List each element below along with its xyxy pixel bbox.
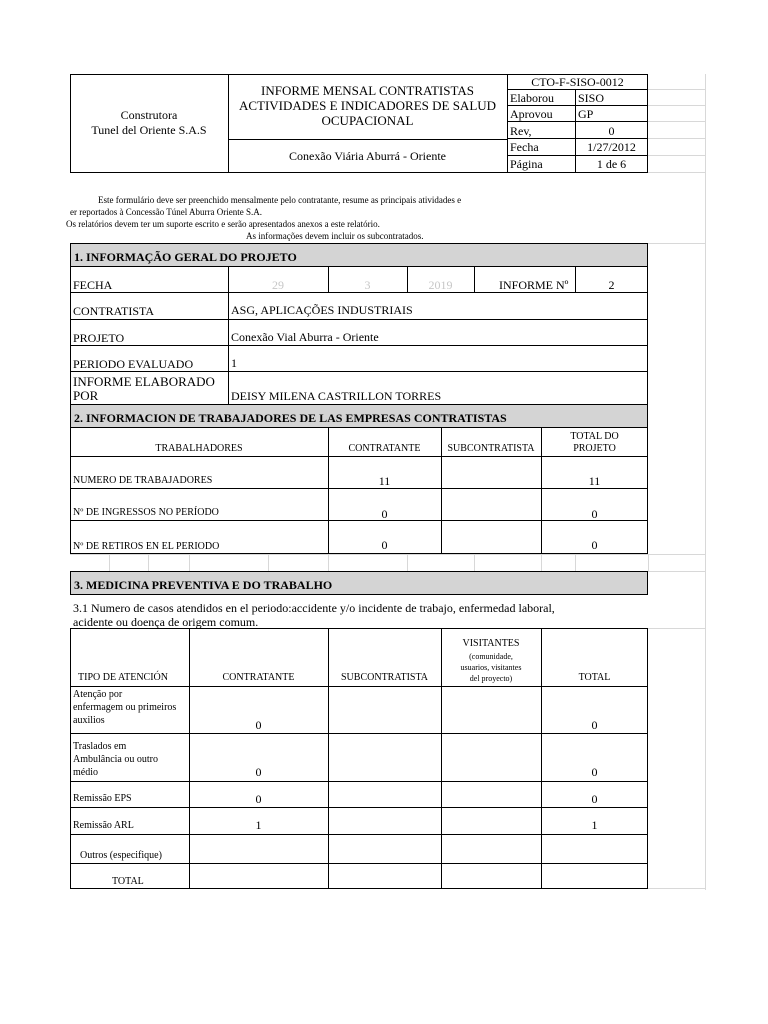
row-value[interactable]: 11 (378, 474, 391, 488)
elaborado-label-1: INFORME ELABORADO (73, 374, 215, 389)
grid-line (407, 554, 408, 571)
col-header: TIPO DE ATENCIÓN (78, 672, 168, 683)
divider (189, 628, 190, 889)
divider (70, 345, 648, 346)
title-line-2: ACTIVIDADES E INDICADORES DE SALUD (238, 98, 497, 113)
row-label: Ambulância ou outro (73, 754, 158, 765)
informe-label: INFORME Nº (499, 278, 569, 292)
periodo-field[interactable]: 1 (231, 356, 237, 370)
section-3-desc-1: 3.1 Numero de casos atendidos en el periodo:accidente y/o incidente de trabajo, enfermedad laboral, (73, 601, 555, 615)
meta-value: SISO (578, 91, 605, 105)
meta-label: Rev, (510, 124, 532, 138)
row-value[interactable]: 0 (591, 718, 598, 732)
row-label: médio (73, 767, 98, 778)
projeto-label: PROJETO (73, 331, 125, 345)
contratista-label: CONTRATISTA (73, 304, 155, 318)
contratista-field[interactable]: ASG, APLICAÇÕES INDUSTRIAIS (231, 303, 413, 317)
col-header: SUBCONTRATISTA (341, 672, 428, 683)
row-value[interactable]: 0 (255, 718, 262, 732)
meta-value: 1 de 6 (596, 157, 627, 171)
grid-line (70, 554, 705, 555)
divider (70, 781, 648, 782)
divider (70, 686, 648, 687)
elaborado-label-2: POR (73, 388, 99, 403)
meta-value: 1/27/2012 (587, 140, 636, 154)
meta-label: Página (510, 157, 543, 171)
row-value[interactable]: 0 (591, 765, 598, 779)
intro-line-4: As informações devem incluir os subcontratados. (246, 231, 424, 241)
grid-line (648, 155, 705, 156)
row-value[interactable]: 1 (255, 818, 262, 832)
divider (70, 456, 648, 457)
header-subtitle: Conexão Viária Aburrá - Oriente (288, 149, 446, 163)
grid-line (648, 554, 649, 571)
col-header: TRABALHADORES (155, 443, 243, 454)
col-header: CONTRATANTE (222, 672, 295, 683)
row-value[interactable]: 11 (588, 474, 601, 488)
row-label: Nº DE RETIROS EN EL PERIODO (73, 541, 220, 552)
divider (70, 319, 648, 320)
outros-label: Outros (especifique) (80, 850, 162, 861)
row-label: Remissão EPS (73, 793, 132, 804)
projeto-field[interactable]: Conexão Vial Aburra - Oriente (231, 330, 379, 344)
divider (328, 628, 329, 889)
form-code: CTO-F-SISO-0012 (531, 75, 624, 89)
meta-label: Aprovou (510, 107, 553, 121)
section-3-desc-2: acidente ou doença de origem comum. (73, 615, 259, 629)
fecha-day-field[interactable]: 29 (272, 278, 284, 292)
company-line-2: Tunel del Oriente S.A.S (91, 123, 207, 137)
row-value[interactable]: 0 (381, 507, 388, 521)
row-label: Traslados em (73, 741, 127, 752)
grid-line (648, 888, 705, 889)
row-label: Nº DE INGRESSOS NO PERÍODO (73, 507, 219, 518)
grid-line (575, 554, 576, 571)
fecha-year-field[interactable]: 2019 (428, 278, 453, 292)
grid-line (648, 121, 705, 122)
informe-field[interactable]: 2 (608, 278, 615, 292)
col-header: CONTRATANTE (348, 443, 421, 454)
row-value[interactable]: 0 (381, 538, 388, 552)
divider (70, 733, 648, 734)
total-label: TOTAL (112, 876, 144, 887)
grid-line (474, 554, 475, 571)
grid-line (268, 554, 269, 571)
row-label: Atenção por (73, 689, 123, 700)
meta-label: Fecha (510, 140, 539, 154)
row-value[interactable]: 0 (591, 792, 598, 806)
row-label: enfermagem ou primeiros (73, 702, 177, 713)
section-2-title: 2. INFORMACION DE TRABAJADORES DE LAS EMPRESAS CONTRATISTAS (70, 404, 648, 428)
divider (507, 155, 648, 156)
row-value[interactable]: 0 (591, 538, 598, 552)
grid-line (541, 554, 542, 571)
grid-line (648, 138, 705, 139)
col-header: usuarios, visitantes (460, 663, 522, 672)
row-value[interactable]: 1 (591, 818, 598, 832)
intro-line-3: Os relatórios devem ter um suporte escrito e serão apresentados anexos a este relatório. (66, 219, 380, 229)
row-label: auxilios (73, 715, 105, 726)
col-header: del proyecto) (469, 674, 513, 683)
divider (70, 863, 648, 864)
row-value[interactable]: 0 (255, 765, 262, 779)
col-header: TOTAL (578, 672, 611, 683)
grid-line (648, 172, 705, 173)
grid-line (328, 554, 329, 571)
title-line-1: INFORME MENSAL CONTRATISTAS (261, 83, 474, 98)
col-header: PROJETO (573, 443, 616, 454)
grid-line (109, 554, 110, 571)
intro-line-2: er reportados à Concessão Túnel Aburra Oriente S.A. (70, 207, 263, 217)
grid-line (705, 74, 706, 890)
grid-line (648, 89, 705, 90)
divider (541, 628, 542, 889)
divider (228, 139, 508, 140)
grid-line (189, 554, 190, 571)
section-3-title: 3. MEDICINA PREVENTIVA E DO TRABALHO (70, 571, 648, 595)
grid-line (648, 243, 705, 244)
row-value[interactable]: 0 (591, 507, 598, 521)
fecha-label: FECHA (73, 278, 113, 292)
intro-line-1: Este formulário deve ser preenchido mensalmente pelo contratante, resume as principais atividades e (98, 195, 462, 205)
divider (474, 266, 475, 292)
meta-value: 0 (608, 124, 615, 138)
divider (70, 807, 648, 808)
company-line-1: Construtora (120, 108, 178, 122)
title-line-3: OCUPACIONAL (321, 113, 414, 128)
col-header: TOTAL DO (570, 431, 619, 442)
meta-label: Elaborou (510, 91, 554, 105)
periodo-label: PERIODO EVALUADO (73, 357, 194, 371)
row-value[interactable]: 0 (255, 792, 262, 806)
col-header: SUBCONTRATISTA (447, 443, 535, 454)
grid-line (148, 554, 149, 571)
col-header: (comunidade, (469, 652, 513, 661)
elaborado-field[interactable]: DEISY MILENA CASTRILLON TORRES (231, 389, 442, 403)
divider (70, 834, 648, 835)
row-label: NUMERO DE TRABAJADORES (73, 475, 213, 486)
grid-line (648, 628, 705, 629)
col-header: VISITANTES (462, 638, 520, 649)
grid-line (648, 105, 705, 106)
meta-value: GP (578, 107, 594, 121)
section-1-title: 1. INFORMAÇÃO GERAL DO PROJETO (70, 243, 648, 267)
row-label: Remissão ARL (73, 820, 134, 831)
fecha-month-field[interactable]: 3 (364, 278, 371, 292)
